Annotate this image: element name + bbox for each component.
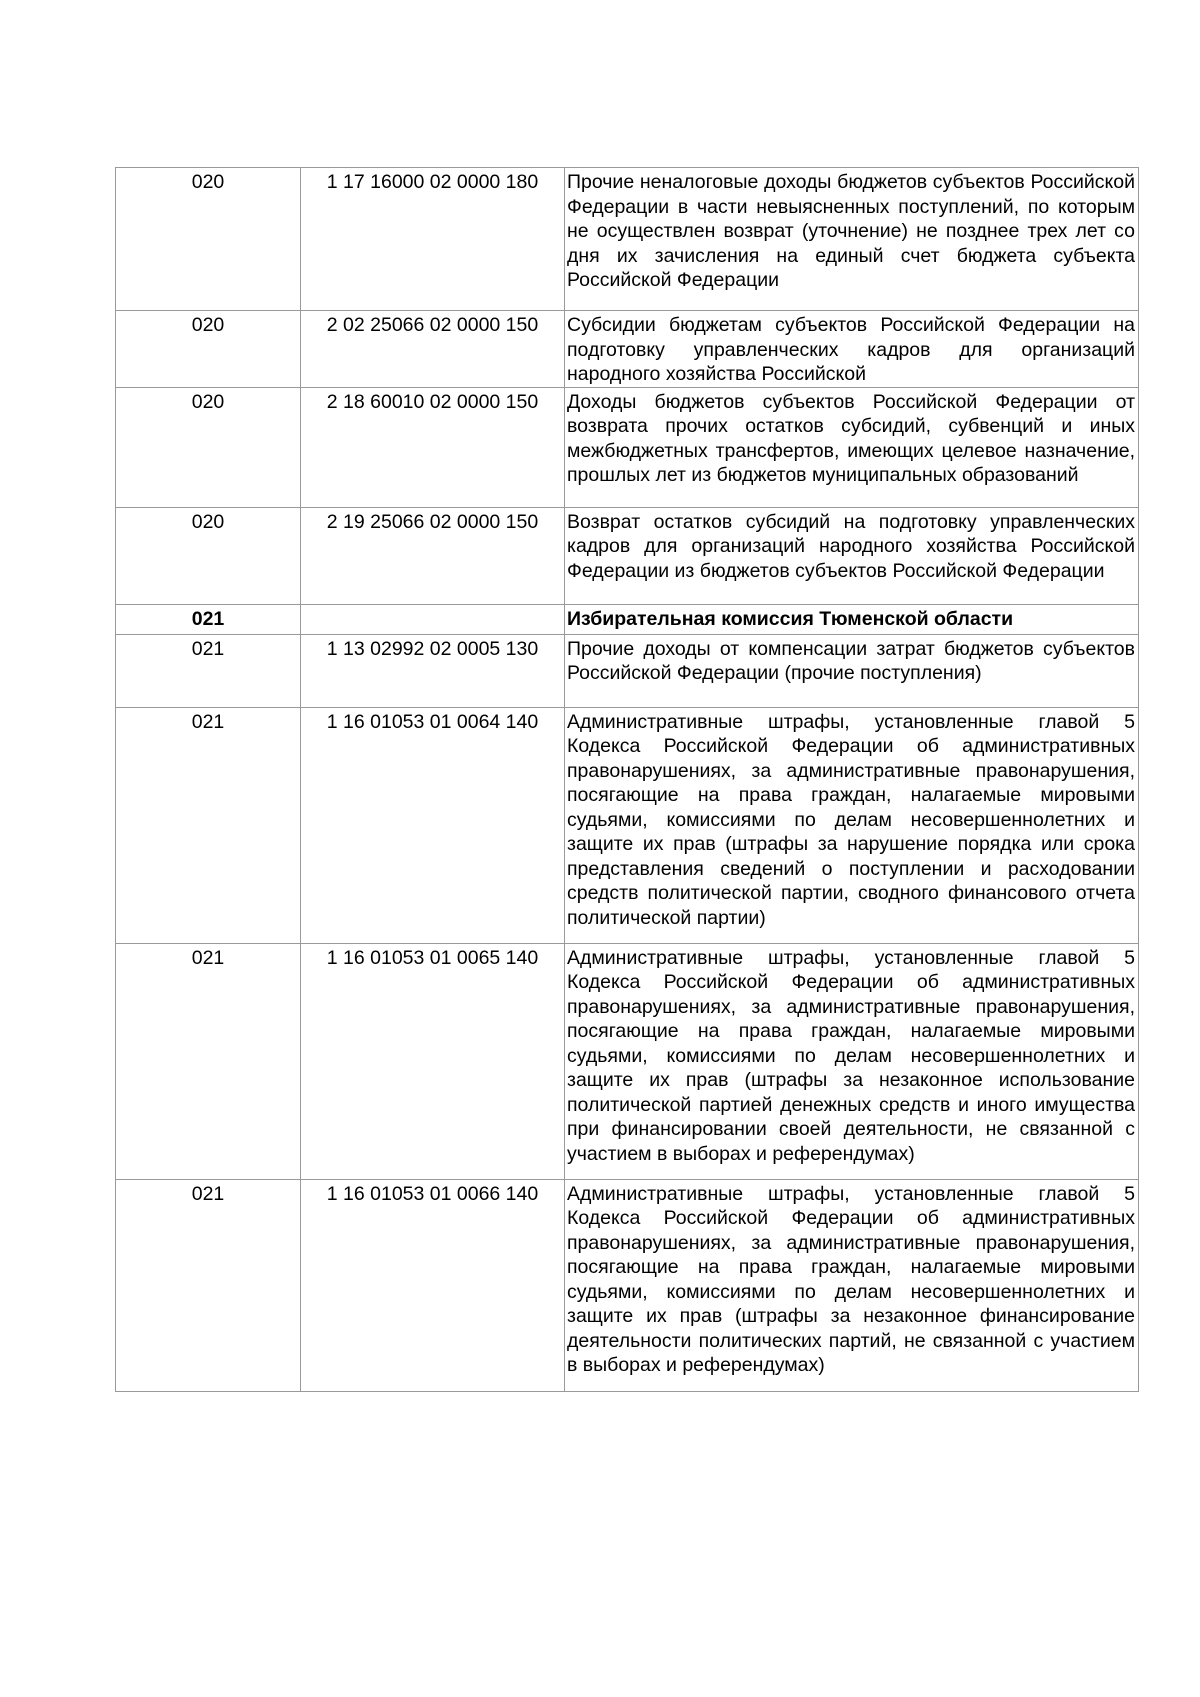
revenue-code-cell bbox=[301, 604, 565, 634]
revenue-name-cell: Административные штрафы, установленные главой 5 Кодекса Российской Федерации об административных правонарушениях, за административные правонарушения, посягающие на права граждан, налагаемые мировыми судьями, комиссиями по делам несовершеннолетних и защите их прав (штрафы за нарушение порядка или срока представления сведений о поступлении и расходовании средств политической партии, сводного финансового отчета политической партии) bbox=[565, 707, 1139, 943]
revenue-code-cell: 2 19 25066 02 0000 150 bbox=[301, 507, 565, 604]
revenue-name-cell: Субсидии бюджетам субъектов Российской Федерации на подготовку управленческих кадров для организаций народного хозяйства Российской bbox=[565, 311, 1139, 388]
admin-code-cell: 021 bbox=[116, 707, 301, 943]
revenue-name-cell: Доходы бюджетов субъектов Российской Федерации от возврата прочих остатков субсидий, субвенций и иных межбюджетных трансфертов, имеющих целевое назначение, прошлых лет из бюджетов муниципальных образований bbox=[565, 387, 1139, 507]
admin-code-cell: 020 bbox=[116, 311, 301, 388]
admin-code-cell: 020 bbox=[116, 507, 301, 604]
revenue-name-cell: Прочие неналоговые доходы бюджетов субъектов Российской Федерации в части невыясненных поступлений, по которым не осуществлен возврат (уточнение) не позднее трех лет со дня их зачисления на единый счет бюджета субъекта Российской Федерации bbox=[565, 168, 1139, 311]
revenue-name-cell: Прочие доходы от компенсации затрат бюджетов субъектов Российской Федерации (прочие поступления) bbox=[565, 634, 1139, 707]
table-row bbox=[116, 1179, 1139, 1391]
revenue-code-cell: 1 13 02992 02 0005 130 bbox=[301, 634, 565, 707]
revenue-code-cell: 1 16 01053 01 0065 140 bbox=[301, 943, 565, 1179]
revenue-code-cell: 1 16 01053 01 0066 140 bbox=[301, 1179, 565, 1391]
revenue-name-cell: Административные штрафы, установленные главой 5 Кодекса Российской Федерации об административных правонарушениях, за административные правонарушения, посягающие на права граждан, налагаемые мировыми судьями, комиссиями по делам несовершеннолетних и защите их прав (штрафы за незаконное использование политической партией денежных средств и иного имущества при финансировании своей деятельности, не связанной с участием в выборах и референдумах) bbox=[565, 943, 1139, 1179]
administrator-name-cell: Избирательная комиссия Тюменской области bbox=[565, 604, 1139, 634]
admin-code-cell: 021 bbox=[116, 634, 301, 707]
revenue-name-cell: Возврат остатков субсидий на подготовку управленческих кадров для организаций народного хозяйства Российской Федерации из бюджетов субъектов Российской Федерации bbox=[565, 507, 1139, 604]
revenue-code-cell: 2 18 60010 02 0000 150 bbox=[301, 387, 565, 507]
section-header-row bbox=[116, 604, 1139, 634]
table-row bbox=[116, 507, 1139, 604]
admin-code-cell: 021 bbox=[116, 1179, 301, 1391]
admin-code-cell: 020 bbox=[116, 387, 301, 507]
table-row bbox=[116, 707, 1139, 943]
admin-code-cell: 021 bbox=[116, 943, 301, 1179]
table-row bbox=[116, 311, 1139, 388]
revenue-code-cell: 1 16 01053 01 0064 140 bbox=[301, 707, 565, 943]
revenue-codes-table bbox=[115, 167, 1139, 1392]
table-row bbox=[116, 387, 1139, 507]
table-row bbox=[116, 634, 1139, 707]
admin-code-cell: 021 bbox=[116, 604, 301, 634]
table-row bbox=[116, 168, 1139, 311]
revenue-code-cell: 2 02 25066 02 0000 150 bbox=[301, 311, 565, 388]
revenue-name-cell: Административные штрафы, установленные главой 5 Кодекса Российской Федерации об административных правонарушениях, за административные правонарушения, посягающие на права граждан, налагаемые мировыми судьями, комиссиями по делам несовершеннолетних и защите их прав (штрафы за незаконное финансирование деятельности политических партий, не связанной с участием в выборах и референдумах) bbox=[565, 1179, 1139, 1391]
admin-code-cell: 020 bbox=[116, 168, 301, 311]
revenue-code-cell: 1 17 16000 02 0000 180 bbox=[301, 168, 565, 311]
table-row bbox=[116, 943, 1139, 1179]
